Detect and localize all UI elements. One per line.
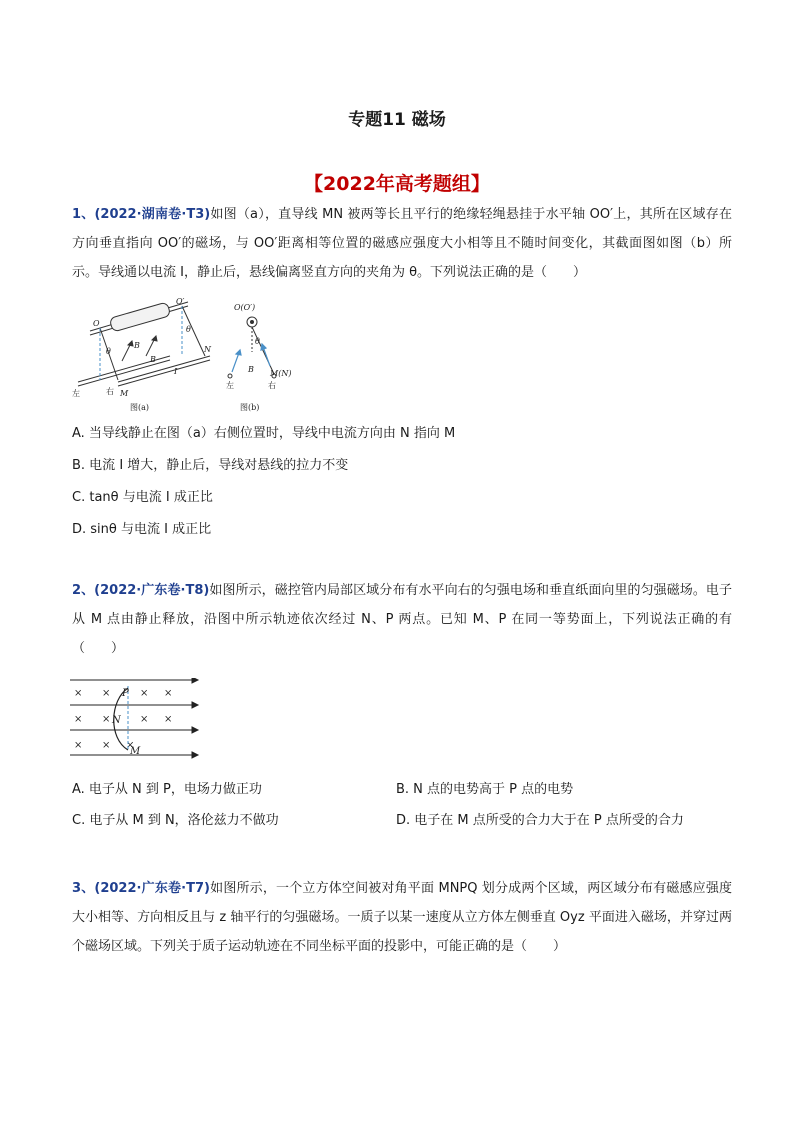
section-heading: 【2022年高考题组】 (304, 173, 490, 195)
label-left: 左 (72, 389, 80, 398)
label-b2: B (150, 355, 156, 364)
label-b: B (248, 365, 254, 374)
cross-5: × (74, 714, 83, 725)
label-theta: θ (255, 337, 260, 346)
figure-1b-caption: 图(b) (240, 403, 260, 412)
label-m: M (120, 389, 129, 398)
label-i: I (174, 367, 178, 376)
field-arrow-2 (192, 702, 198, 708)
axis-dot (250, 320, 254, 324)
label-o-o-prime: O(O′) (234, 303, 256, 312)
q1-option-a: A. 当导线静止在图（a）右侧位置时，导线中电流方向由 N 指向 M (72, 426, 456, 441)
label-b1: B (134, 341, 140, 350)
cross-3: × (140, 688, 149, 699)
b-arrow-right-head (261, 344, 266, 350)
page-title: 专题11 磁场 (348, 110, 446, 130)
label-right: 右 (106, 387, 114, 396)
q2-option-a: A. 电子从 N 到 P，电场力做正功 (72, 782, 262, 797)
question-1 (72, 200, 732, 287)
q2-option-d: D. 电子在 M 点所受的合力大于在 P 点所受的合力 (396, 813, 684, 828)
question-3-text: 如图所示，一个立方体空间被对角平面 MNPQ 划分成两个区域，两区域分布有磁感应强度大小相等、方向相反且与 z 轴平行的匀强磁场。一质子以某一速度从立方体左侧垂直 Oyz 平面进入磁场，并穿过两个磁场区域。下列关于质子运动轨迹在不同坐标平面的投影中，可能正确的是（ ） (72, 881, 732, 954)
b-arrow-1-head (128, 341, 133, 346)
figure-1a-caption: 图(a) (130, 403, 150, 412)
cross-1: × (74, 688, 83, 699)
label-left: 左 (226, 381, 234, 390)
string (252, 327, 274, 374)
b-arrow-left-head (236, 350, 241, 355)
rod-left-2 (78, 360, 170, 386)
point-left (228, 374, 232, 378)
cross-2: × (102, 688, 111, 699)
question-2-tag: 2、(2022·广东卷·T8) (72, 583, 210, 598)
cross-4: × (164, 688, 173, 699)
wire-mn (118, 356, 210, 382)
label-n: N (112, 715, 121, 726)
label-m: M (130, 746, 141, 757)
q1-option-b: B. 电流 I 增大，静止后，导线对悬线的拉力不变 (72, 458, 349, 473)
cylinder (109, 302, 171, 332)
q2-option-c: C. 电子从 M 到 N，洛伦兹力不做功 (72, 813, 279, 828)
question-1-tag: 1、(2022·湖南卷·T3) (72, 207, 211, 222)
figure-1a (70, 296, 220, 414)
field-arrow-4 (192, 752, 198, 758)
label-o: O (93, 319, 100, 328)
question-2 (72, 576, 732, 663)
figure-1b (222, 300, 292, 414)
label-m-n: M(N) (270, 369, 292, 378)
question-2-text: 如图所示，磁控管内局部区域分布有水平向右的匀强电场和垂直纸面向里的匀强磁场。电子从 M 点由静止释放，沿图中所示轨迹依次经过 N、P 两点。已知 M、P 在同一等势面上，下列说法正确的有（ ） (72, 583, 732, 656)
label-n: N (204, 345, 211, 354)
cross-9: × (74, 740, 83, 751)
rod-left (78, 356, 170, 382)
q2-option-b: B. N 点的电势高于 P 点的电势 (396, 782, 574, 797)
field-arrow-3 (192, 727, 198, 733)
label-right: 右 (268, 381, 276, 390)
b-arrow-2-head (152, 336, 157, 341)
question-3 (72, 874, 732, 961)
figure-2 (68, 678, 200, 764)
label-theta1: θ (106, 347, 111, 356)
field-arrow-1 (192, 678, 198, 683)
cross-7: × (140, 714, 149, 725)
cross-8: × (164, 714, 173, 725)
question-3-tag: 3、(2022·广东卷·T7) (72, 881, 210, 896)
q1-option-d: D. sinθ 与电流 I 成正比 (72, 522, 212, 537)
question-1-text: 如图（a），直导线 MN 被两等长且平行的绝缘轻绳悬挂于水平轴 OO′上，其所在区域存在方向垂直指向 OO′的磁场，与 OO′距离相等位置的磁感应强度大小相等且不随时间变化，其截面图如图（b）所示。导线通以电流 I，静止后，悬线偏离竖直方向的夹角为 θ。下列说法正确的是（ ） (72, 207, 732, 280)
wire-mn-2 (118, 360, 210, 386)
q1-option-c: C. tanθ 与电流 I 成正比 (72, 490, 213, 505)
label-theta2: θ (186, 325, 191, 334)
cross-11: × (126, 740, 135, 751)
label-o-prime: O′ (176, 297, 185, 306)
cross-6: × (102, 714, 111, 725)
cross-10: × (102, 740, 111, 751)
label-p: P (122, 688, 129, 699)
